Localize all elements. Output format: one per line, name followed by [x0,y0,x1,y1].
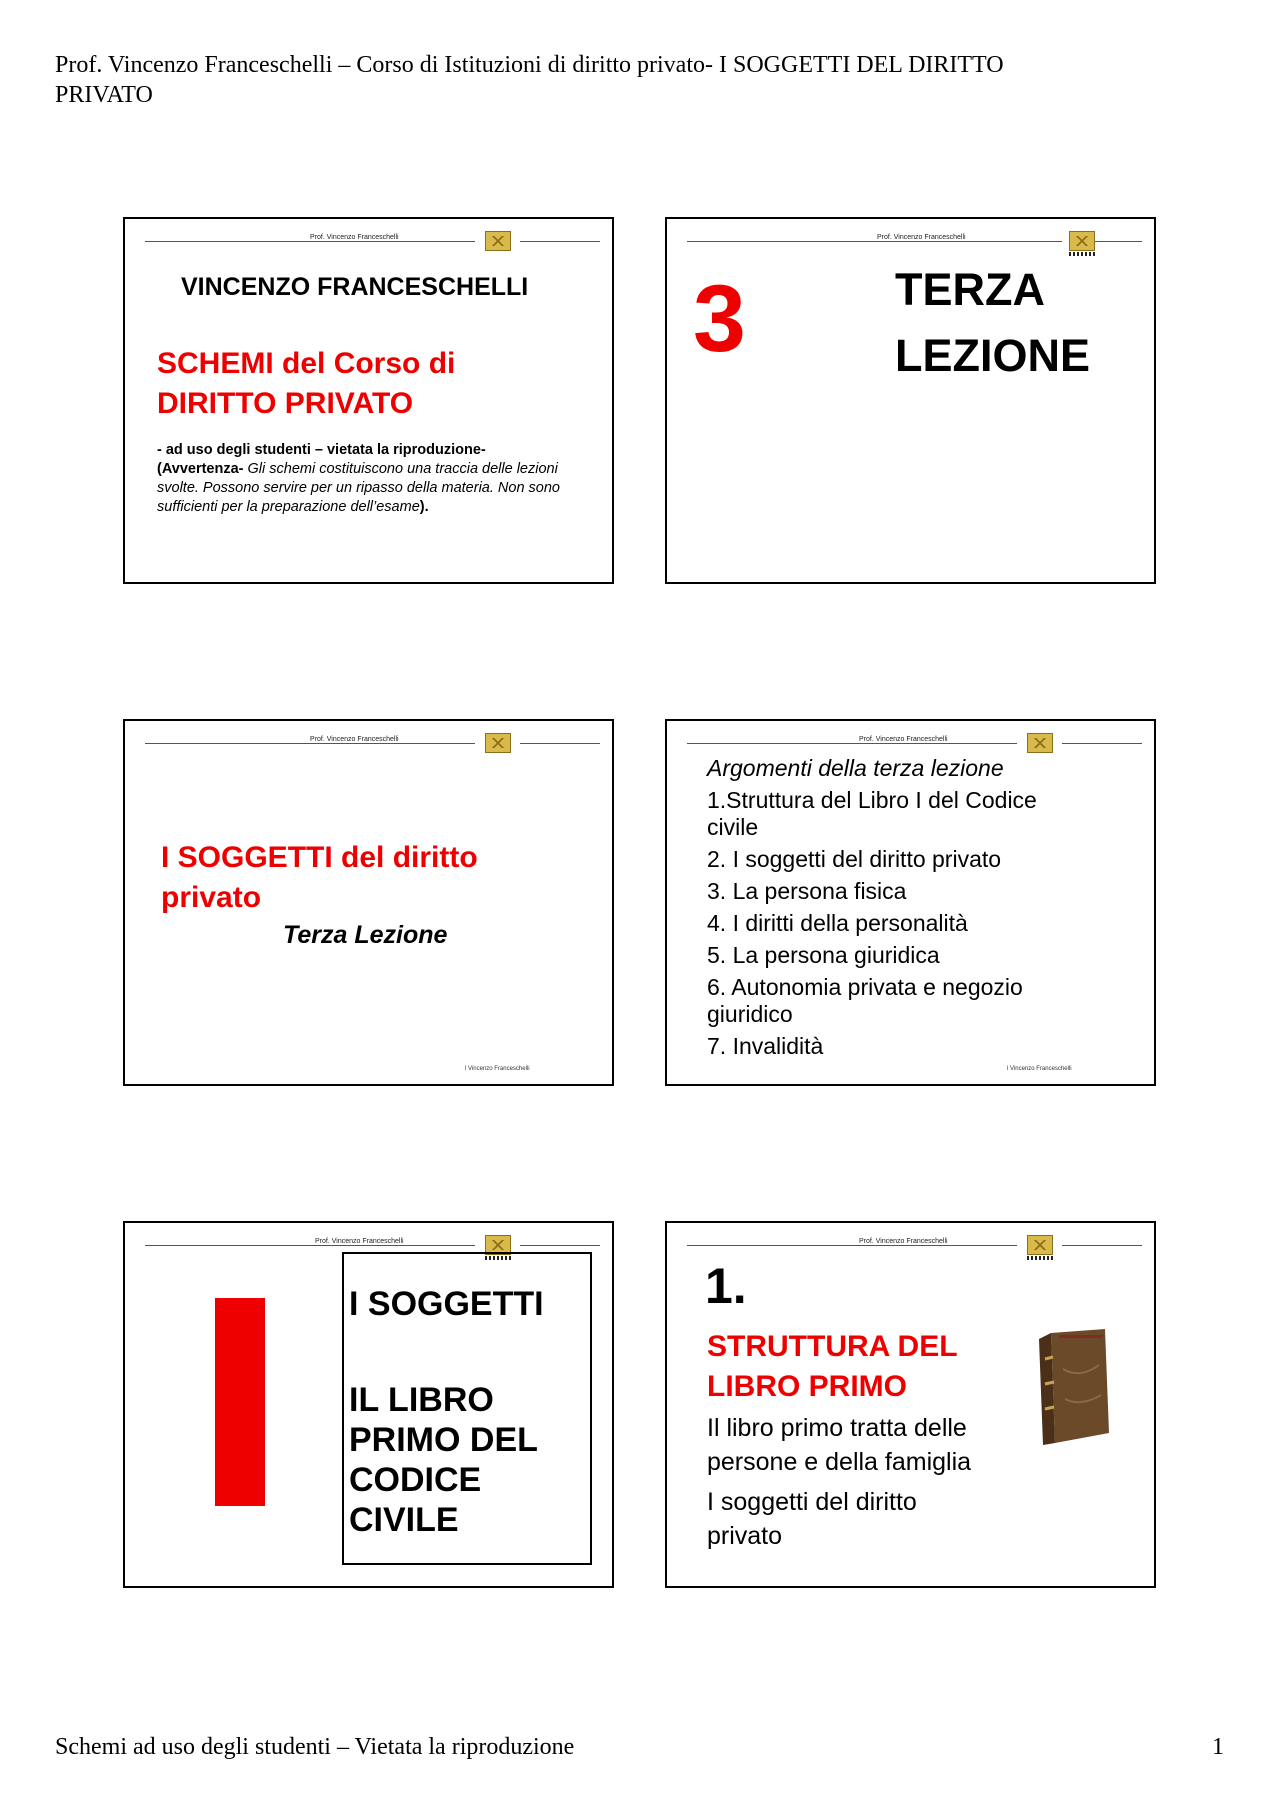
boxed-title-line-2: IL LIBRO [349,1381,494,1419]
page-header: Prof. Vincenzo Franceschelli – Corso di Istituzioni di diritto privato- I SOGGETTI DEL DIRITTO PRIVATO [55,52,1004,108]
topics-list [707,755,1127,1060]
slide-note [157,441,577,517]
topic-item: 5. La persona giuridica [707,942,940,968]
slide-title-line-1: SCHEMI del Corso di [157,347,456,380]
topic-item: 6. Autonomia privata e negozio giuridico [707,974,1023,1027]
topic-item: 7. Invalidità [707,1033,824,1059]
slide-2 [665,217,1156,584]
page-number: 1 [1212,1734,1224,1760]
old-book-icon [1035,1329,1115,1447]
slide-header-author: Prof. Vincenzo Franceschelli [315,1238,404,1245]
slide-header-author: Prof. Vincenzo Franceschelli [859,736,948,743]
section-title [707,1327,958,1407]
slide-header [145,234,600,244]
university-logo-icon [485,733,511,753]
slide-4 [665,719,1156,1086]
section-number: 1. [705,1258,747,1314]
slide-1 [123,217,614,584]
usage-note: - ad uso degli studenti – vietata la riproduzione- [157,442,486,458]
topics-heading: Argomenti della terza lezione [707,755,1004,781]
slide-title [161,838,478,918]
page-footer: Schemi ad uso degli studenti – Vietata la riproduzione [55,1734,575,1760]
slide-6 [665,1221,1156,1588]
slide-header-author: Prof. Vincenzo Franceschelli [877,234,966,241]
university-logo-icon [485,231,511,251]
slide-header [145,736,600,746]
lesson-number: 3 [693,266,746,372]
section-title-line-1: STRUTTURA DEL [707,1330,958,1363]
topic-item: 1.Struttura del Libro I del Codice civile [707,787,1037,840]
topic-item: 2. I soggetti del diritto privato [707,846,1002,872]
slide-header [687,736,1142,746]
boxed-title-line-5: CIVILE [349,1501,459,1539]
warning-close: ). [419,499,429,515]
logo-caption [1027,1256,1053,1260]
slide-header [687,1238,1142,1248]
slide-footer: l Vincenzo Franceschelli [1007,1066,1072,1072]
section-text-1: Il libro primo tratta delle persone e della famiglia [707,1414,972,1476]
warning-label: (Avvertenza- [157,461,244,477]
lesson-title-line-1: TERZA [895,264,1045,315]
boxed-title-line-4: CODICE [349,1461,482,1499]
topic-item: 3. La persona fisica [707,878,907,904]
section-title-line-2: LIBRO PRIMO [707,1370,907,1403]
topic-item: 4. I diritti della personalità [707,910,968,936]
warning-text: Gli schemi costituiscono una traccia delle lezioni svolte. Possono servire per un ripasso della materia. Non sono sufficienti per la preparazione dell’esame [157,461,560,515]
big-letter [215,1298,265,1506]
slide-title-line-1: I SOGGETTI del diritto [161,841,478,874]
university-logo-icon [1069,231,1095,251]
university-logo-icon [1027,1235,1053,1255]
slide-5 [123,1221,614,1588]
slide-title [157,344,455,424]
slide-title-line-2: DIRITTO PRIVATO [157,387,414,420]
slide-header-author: Prof. Vincenzo Franceschelli [310,736,399,743]
logo-caption [1069,252,1095,256]
university-logo-icon [1027,733,1053,753]
slide-3 [123,719,614,1086]
lesson-title-line-2: LEZIONE [895,330,1091,381]
boxed-title-line-3: PRIMO DEL [349,1421,538,1459]
lesson-title [895,257,1090,389]
slide-author: VINCENZO FRANCESCHELLI [181,273,529,301]
slide-footer: l Vincenzo Franceschelli [465,1066,530,1072]
slide-header [145,1238,600,1248]
boxed-title [342,1252,592,1565]
slide-header-author: Prof. Vincenzo Franceschelli [859,1238,948,1245]
slide-header [687,234,1142,244]
boxed-title-line-1: I SOGGETTI [349,1285,544,1323]
section-text-2: I soggetti del diritto privato [707,1488,917,1550]
warning-paragraph [157,460,577,517]
slide-header-author: Prof. Vincenzo Franceschelli [310,234,399,241]
slide-subtitle: Terza Lezione [283,921,448,949]
slide-title-line-2: privato [161,881,262,914]
